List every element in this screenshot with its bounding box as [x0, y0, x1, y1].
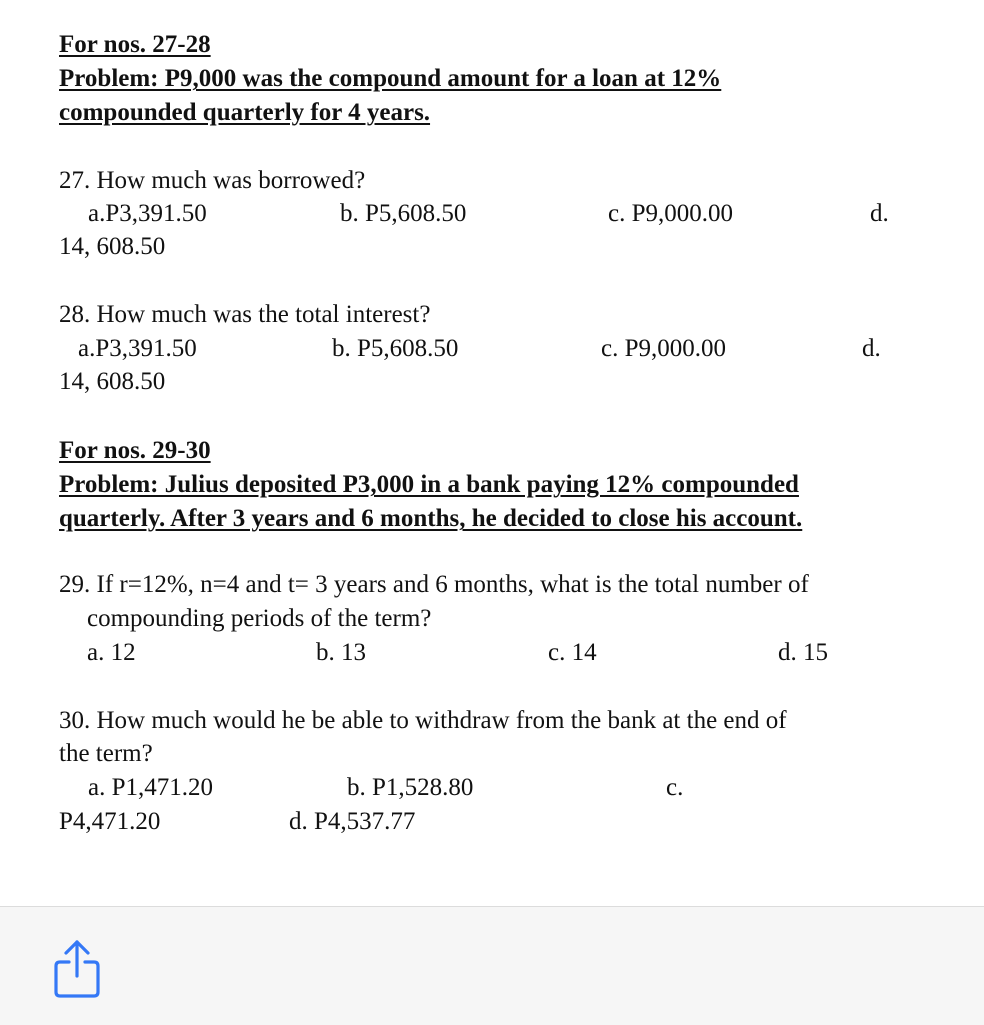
q28-option-d-value: 14, 608.50	[59, 368, 166, 395]
problem-text-line-1: Problem: P9,000 was the compound amount for a loan at 12%	[59, 65, 722, 92]
problem-text-line-2: quarterly. After 3 years and 6 months, he decided to close his account.	[59, 505, 803, 532]
section-heading-27-28: For nos. 27-28	[59, 31, 211, 58]
q29-option-b: b. 13	[316, 639, 366, 666]
question-30-line-1: 30. How much would he be able to withdraw from the bank at the end of	[59, 707, 787, 734]
section-heading-29-30: For nos. 29-30	[59, 437, 211, 464]
question-30-line-2: the term?	[59, 740, 153, 767]
q27-option-d: d.	[870, 200, 889, 227]
q30-option-a: a. P1,471.20	[88, 774, 213, 801]
q27-option-d-value: 14, 608.50	[59, 233, 166, 260]
problem-text-line-1: Problem: Julius deposited P3,000 in a bank paying 12% compounded	[59, 471, 799, 498]
q30-option-b: b. P1,528.80	[347, 774, 474, 801]
problem-text-line-2: compounded quarterly for 4 years.	[59, 99, 431, 126]
bottom-toolbar	[0, 906, 984, 1025]
q29-option-a: a. 12	[87, 639, 136, 666]
q30-option-c: c.	[666, 774, 684, 801]
question-29-line-2: compounding periods of the term?	[87, 605, 432, 632]
q27-option-c: c. P9,000.00	[608, 200, 733, 227]
q28-option-a: a.P3,391.50	[78, 335, 197, 362]
question-27: 27. How much was borrowed?	[59, 167, 366, 194]
q29-option-c: c. 14	[548, 639, 597, 666]
q30-option-d: d. P4,537.77	[289, 808, 416, 835]
q30-option-c-value: P4,471.20	[59, 808, 161, 835]
q27-option-a: a.P3,391.50	[88, 200, 207, 227]
question-29-line-1: 29. If r=12%, n=4 and t= 3 years and 6 months, what is the total number of	[59, 571, 809, 598]
q29-option-d: d. 15	[778, 639, 828, 666]
q28-option-c: c. P9,000.00	[601, 335, 726, 362]
q28-option-d: d.	[862, 335, 881, 362]
q28-option-b: b. P5,608.50	[332, 335, 459, 362]
share-icon[interactable]	[52, 938, 102, 1000]
q27-option-b: b. P5,608.50	[340, 200, 467, 227]
question-28: 28. How much was the total interest?	[59, 301, 431, 328]
